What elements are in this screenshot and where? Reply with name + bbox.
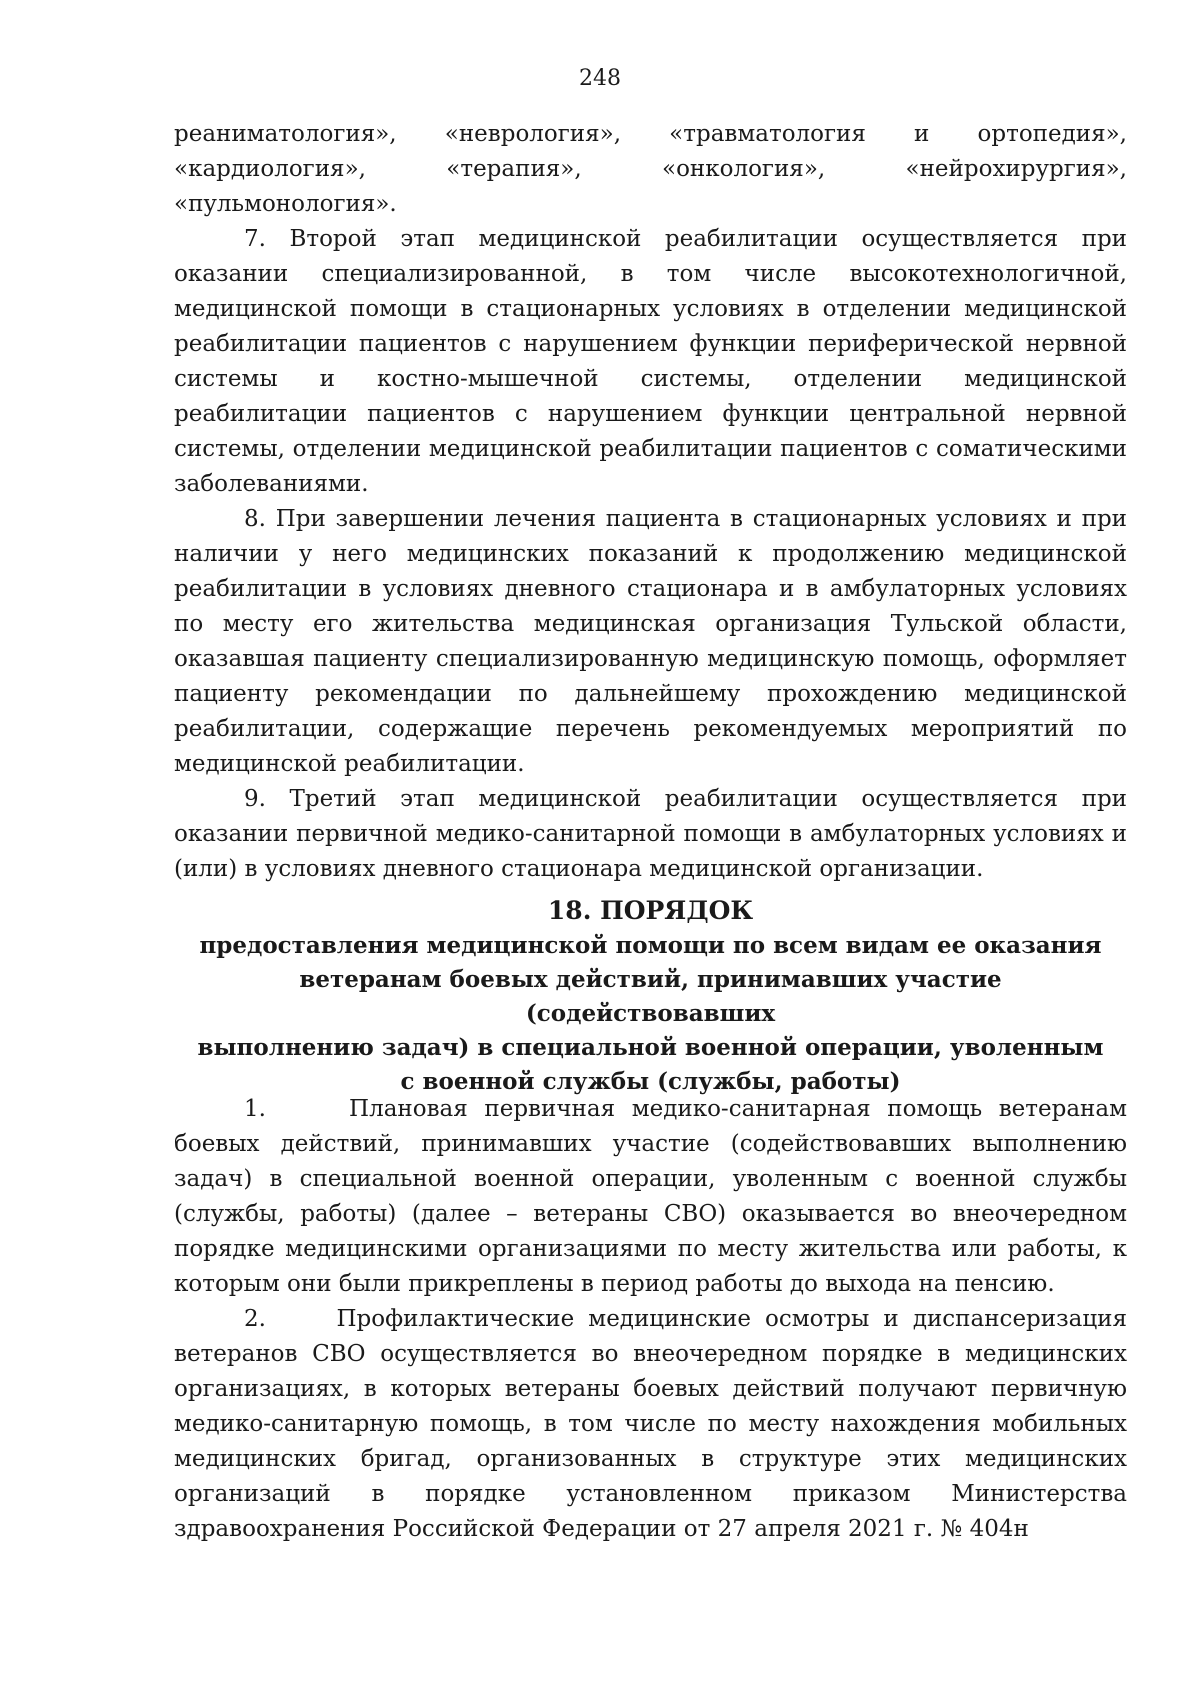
page-number: 248	[579, 66, 621, 91]
paragraph-7: 7. Второй этап медицинской реабилитации осуществляется при оказании специализированной, в том числе высокотехнологичной, медицинской помощи в стационарных условиях в отделении медицинской реабилитации пациентов с нарушением функции периферической нервной системы и костно-мышечной системы, отделении медицинской реабилитации пациентов с нарушением функции центральной нервной системы, отделении медицинской реабилитации пациентов с соматическими заболеваниями.	[174, 226, 1127, 497]
paragraph-2: 2. Профилактические медицинские осмотры и диспансеризация ветеранов СВО осуществляется во внеочередном порядке в медицинских организациях, в которых ветераны боевых действий получают первичную медико-санитарную помощь, в том числе по месту нахождения мобильных медицинских бригад, организованных в структуре этих медицинских организаций в порядке установленном приказом Министерства здравоохранения Российской Федерации от 27 апреля 2021 г. № 404н	[174, 1306, 1135, 1542]
paragraph-8: 8. При завершении лечения пациента в стационарных условиях и при наличии у него медицинских показаний к продолжению медицинской реабилитации в условиях дневного стационара и в амбулаторных условиях по месту его жительства медицинская организация Тульской области, оказавшая пациенту специализированную медицинскую помощь, оформляет пациенту рекомендации по дальнейшему прохождению медицинской реабилитации, содержащие перечень рекомендуемых мероприятий по медицинской реабилитации.	[174, 506, 1127, 777]
paragraph-1: 1. Плановая первичная медико-санитарная помощь ветеранам боевых действий, принимавших участие (содействовавших выполнению задач) в специальной военной операции, уволенным с военной службы (службы, работы) (далее – ветераны СВО) оказывается во внеочередном порядке медицинскими организациями по месту жительства или работы, к которым они были прикреплены в период работы до выхода на пенсию.	[174, 1096, 1135, 1297]
paragraph-continuation: реаниматология», «неврология», «травматология и ортопедия», «кардиология», «терапия», «онкология», «нейрохирургия», «пульмонология».	[174, 121, 1127, 217]
paragraph-9: 9. Третий этап медицинской реабилитации осуществляется при оказании первичной медико-санитарной помощи в амбулаторных условиях и (или) в условиях дневного стационара медицинской организации.	[174, 786, 1127, 882]
body-text-top	[174, 117, 1127, 887]
section-subtitle-line: ветеранам боевых действий, принимавших участие (содействовавших	[299, 966, 1002, 1027]
section-subtitle-line: выполнению задач) в специальной военной операции, уволенным	[197, 1034, 1104, 1061]
section-subtitle-line: предоставления медицинской помощи по всем видам ее оказания	[199, 932, 1102, 959]
section-heading	[174, 893, 1127, 1099]
body-text-bottom	[174, 1092, 1135, 1547]
section-subtitle-line: с военной службы (службы, работы)	[400, 1068, 901, 1095]
section-title: 18. ПОРЯДОК	[547, 896, 754, 925]
